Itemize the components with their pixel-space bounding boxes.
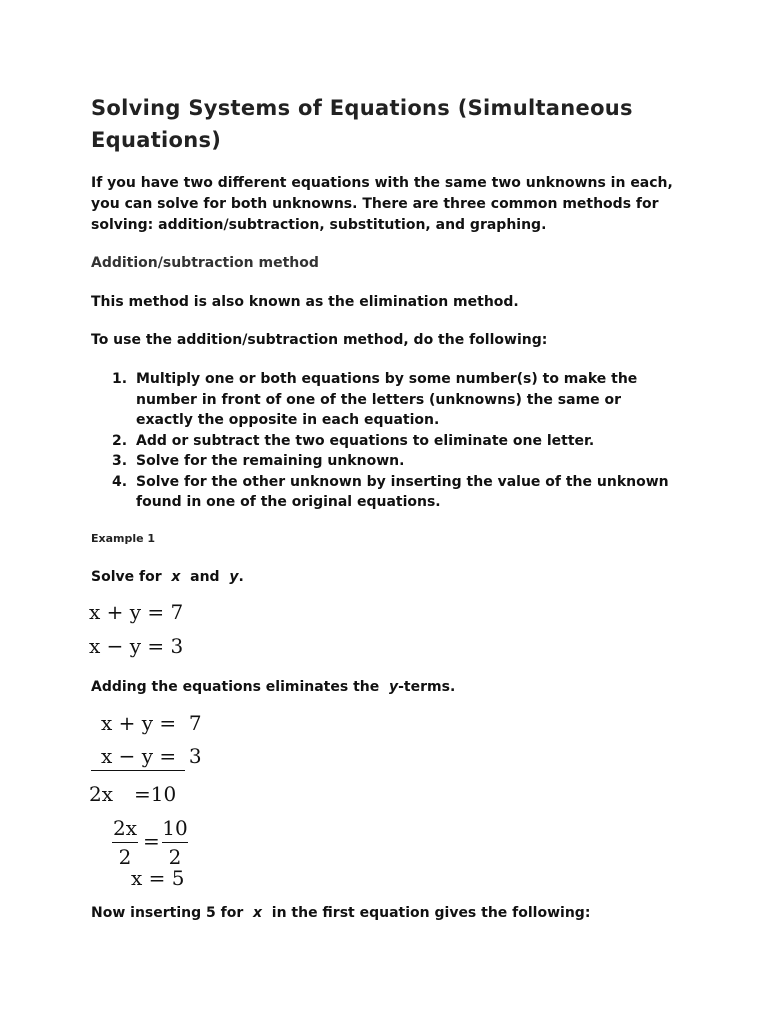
equation-1: x + y = 7	[89, 600, 184, 624]
work-line-2: x − y = 3	[101, 744, 202, 768]
page-title: Solving Systems of Equations (Simultaneous Equations)	[91, 96, 633, 152]
fraction-equals: =	[143, 829, 160, 853]
equation-2: x − y = 3	[89, 634, 184, 658]
final-note: Now inserting 5 for x in the first equation gives the following:	[91, 905, 591, 921]
steps-list	[112, 369, 672, 513]
fraction-left: 2x 2	[112, 816, 137, 869]
fraction-right: 10 2	[162, 816, 188, 869]
adding-note: Adding the equations eliminates the y-terms.	[91, 679, 456, 695]
step-item: 4. Solve for the other unknown by inserting the value of the unknown found in one of the original equations.	[112, 473, 669, 510]
solve-for-line: Solve for x and y.	[91, 569, 244, 585]
sum-right: =10	[134, 782, 177, 806]
step-item: 2. Add or subtract the two equations to eliminate one letter.	[112, 432, 595, 449]
elimination-note: This method is also known as the elimination method.	[91, 294, 519, 310]
steps-intro: To use the addition/subtraction method, do the following:	[91, 332, 548, 348]
work-line-1: x + y = 7	[101, 711, 202, 735]
work-result: x = 5	[131, 866, 185, 890]
intro-paragraph: If you have two different equations with the same two unknowns in each, you can solve for both unknowns. There are three common methods for solving: addition/subtraction, substitution, and graphing.	[91, 175, 673, 233]
sum-divider	[91, 770, 185, 771]
section-heading: Addition/subtraction method	[91, 255, 319, 271]
step-item: 1. Multiply one or both equations by some number(s) to make the number in front of one of the letters (unknowns) the same or exactly the opposite in each equation.	[112, 371, 638, 428]
example-label: Example 1	[91, 532, 156, 545]
step-item: 3. Solve for the remaining unknown.	[112, 453, 405, 469]
sum-left: 2x	[89, 782, 114, 806]
